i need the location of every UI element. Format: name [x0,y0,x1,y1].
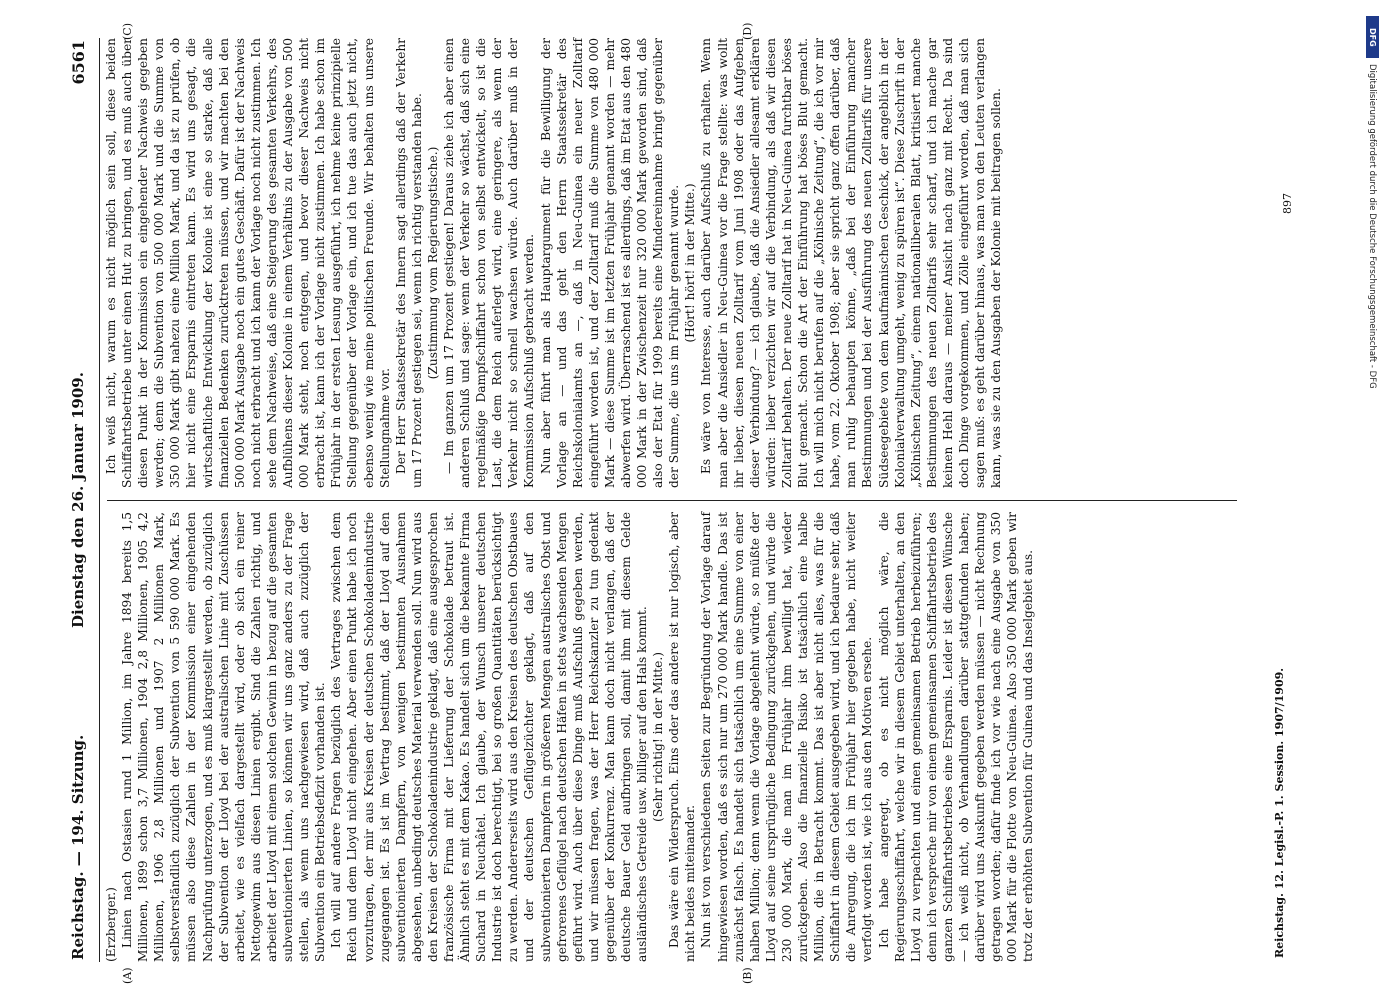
paragraph: Der Herr Staatssekretär des Innern sagt allerdings daß der Verkehr um 17 Prozent gestiegen sei, wenn ich richtig verstanden habe. [393,38,424,488]
paragraph: Es wäre von Interesse, auch darüber Aufschluß zu erhalten. Wenn man aber die Ansiedler in Neu-Guinea vor die Frage stellte: was wollt ihr lieber, diesen neuen Zolltarif vom Juni 1908 oder das Aufgeben dieser Verbindung? — ich glaube, daß die Ansiedler allesamt erklären würden: lieber verzichten wir auf die Verbindung, als daß wir diesen Zolltarif behalten. Der neue Zolltarif hat in Neu-Guinea furchtbar böses Blut gemacht. Schon die Art der Einführung hat böses Blut gemacht. Ich will mich nicht berufen auf die „Kölnische Zeitung“, die ich vor mir habe, vom 22. Oktober 1908; aber sie spricht ganz offen darüber, daß man ruhig behaupten könne, „daß bei der Einführung mancher Bestimmungen und bei der Ausführung des neuen Zolltarifs für unsere Südseegebiete von dem kaufmännischen Geschick, der angeblich in der Kolonialverwaltung umgeht, wenig zu spüren ist“. Diese Zuschrift in der „Kölnischen Zeitung“, einem nationalliberalen Blatt, kritisiert manche Bestimmungen des neuen Zolltarifs sehr scharf, und ich mache gar keinen Hehl daraus — meiner Ansicht nach ganz mit Recht. Da sind doch Dinge vorgekommen, und Zölle eingeführt worden, daß man sich sagen muß: es geht darüber hinaus, was man von den Leuten verlangen kann, was sie zu den Ausgaben der Kolonie mit beitragen sollen. [699,38,1004,488]
paragraph: Linien nach Ostasien rund 1 Million, im Jahre 1894 bereits 1,5 Millionen, 1899 schon 3,7 Millionen, 1904 2,8 Millionen, 1905 4,2 Millionen, 1906 2,8 Millionen und 1907 2 Millionen Mark, selbstverständlich zuzüglich der Subvention von 5 590 000 Mark. Es müssen also diese Zahlen in der Kommission einer eingehenden Nachprüfung unterzogen, und es muß klargestellt werden, ob zuzüglich der Subvention der Lloyd bei der australischen Linie mit Zuschüssen arbeitet, wie es vielfach dargestellt wird, oder ob sich ein reiner Nettogewinn aus diesen Linien ergibt. Sind die Zahlen richtig, und arbeitet der Lloyd mit einem solchen Gewinn in bezug auf die gesamten subventionierten Linien, so können wir uns ganz anders zu der Frage stellen, als wenn uns nachgewiesen wird, daß auch zuzüglich der Subvention ein Betriebsdefizit vorhanden ist. [120,512,328,962]
interjection: (Zustimmung vom Regierungstische.) [425,146,440,380]
header-page-number: 6561 [69,40,88,85]
paragraph: Nun aber führt man als Hauptargument für die Bewilligung der Vorlage an — und das geht den Herrn Staatssekretär des Reichskolonialamts an —, daß in Neu-Guinea ein neuer Zolltarif eingeführt worden ist, und der Zolltarif muß die Summe von 480 000 Mark — diese Summe ist im letzten Frühjahr genannt worden — mehr abwerfen wird. Überraschend ist es allerdings, daß im Etat aus den 480 000 Mark in der Zwischenzeit nur 320 000 Mark geworden sind, daß also der Etat für 1909 bereits eine Mindereinnahme bringt gegenüber der Summe, die uns im Frühjahr genannt wurde. [538,38,682,488]
paragraph: Nun ist von verschiedenen Seiten zur Begründung der Vorlage darauf hingewiesen worden, daß es sich nur um 270 000 Mark handle. Das ist zunächst falsch. Es handelt sich tatsächlich um eine Summe von einer halben Million; denn wenn die Vorlage abgelehnt würde, so müßte der Lloyd auf seine ursprüngliche Bedingung zurückgehen, und würde die 230 000 Mark, die man im Frühjahr ihm bewilligt hat, wieder zurückgeben. Also die finanzielle Risiko ist tatsächlich eine halbe Million, die in Betracht kommt. Das ist aber nicht alles, was für die Schiffahrt in diesem Gebiet ausgegeben wird, und ich bedaure sehr, daß die Anregung, die ich im Frühjahr hier gegeben habe, nicht weiter verfolgt worden ist, wie ich aus den Motiven ersehe. [699,512,875,962]
page-header [61,40,101,960]
dfg-logo: DFG [1366,16,1379,58]
margin-marker-c: (C) [121,23,134,40]
margin-marker-d: (D) [741,22,754,40]
paragraph: — Im ganzen um 17 Prozent gestiegen! Daraus ziehe ich aber einen anderen Schluß und sage: wenn der Verkehr so wächst, daß sich eine regelmäßige Dampfschiffahrt schon von selbst entwickelt, so ist die Last, die dem Reich auferlegt wird, eine geringere, als wenn der Verkehr nicht so schnell wachsen würde. Auch darüber muß in der Kommission Aufschluß gebracht werden. [441,38,537,488]
interjection: (Hört! hört! in der Mitte.) [683,183,698,343]
dfg-credit-text: Digitalisierung gefördert durch die Deutsche Forschungsgemeinschaft - DFG [1367,64,1377,389]
paragraph: Das wäre ein Widerspruch. Eins oder das andere ist nur logisch, aber nicht beides miteinander. [667,512,698,962]
paragraph: Ich weiß nicht, warum es nicht möglich sein soll, diese beiden Schiffahrtsbetriebe unter einen Hut zu bringen, und es muß auch über diesen Punkt in der Kommission ein eingehender Nachweis gegeben werden; denn die Subvention von 500 000 Mark und die Summe von 350 000 Mark gibt nahezu eine Million Mark, und da ist zu prüfen, ob hier nicht eine Ersparnis eintreten kann. Es wird uns gesagt, die wirtschaftliche Entwicklung der Kolonie ist eine so starke, daß alle finanziellen Bedenken zurücktreten müssen, und wir machten bei den 500 000 Mark Ausgabe noch ein gutes Geschäft. Dafür ist der Nachweis noch nicht erbracht und ich kann der Vorlage noch nicht zustimmen. Ich sehe dem Nachweise, daß eine Steigerung des gesamten Verkehrs, des Aufblühens dieser Kolonie in einem Verhältnis zu der Ausgabe von 500 000 Mark steht, noch entgegen, und bevor dieser Nachweis nicht erbracht ist, kann ich der Vorlage nicht zustimmen. Ich habe schon im Frühjahr in der ersten Lesung ausgeführt, ich nehme keine prinzipielle Stellung gegenüber der Vorlage ein, und ich tue das auch jetzt nicht, ebenso wenig wie meine politischen Freunde. Wir behalten uns unsere Stellungnahme vor. [104,38,392,488]
interjection: (Sehr richtig! in der Mitte.) [651,652,666,822]
dfg-credit [1365,8,1381,608]
margin-marker-a: (A) [121,967,134,984]
paragraph: Ich will auf andere Fragen bezüglich des Vertrages zwischen dem Reich und dem Lloyd nicht eingehen. Aber einen Punkt habe ich noch vorzutragen, der mir aus Kreisen der deutschen Schokoladenindustrie zugegangen ist. Es ist im Vertrag bestimmt, daß der Lloyd auf den subventionierten Dampfern, von wenigen bestimmten Ausnahmen abgesehen, unbedingt deutsches Material verwenden soll. Nun wird aus den Kreisen der Schokoladenindustrie geklagt, daß eine ausgesprochen französische Firma mit der Lieferung der Schokolade betraut ist. Ähnlich steht es mit dem Kakao. Es handelt sich um die bekannte Firma Suchard in Neuchâtel. Ich glaube, der Wunsch unserer deutschen Industrie ist doch berechtigt, bei so großen Quantitäten berücksichtigt zu werden. Andererseits wird aus den Kreisen des deutschen Obstbaues und der deutschen Geflügelzüchter geklagt, daß auf den subventionierten Dampfern in größeren Mengen australisches Obst und gefrorenes Geflügel nach deutschen Häfen in stets wachsenden Mengen geführt wird. Auch über diese Dinge muß Aufschluß gegeben werden, und wir müssen fragen, was der Herr Reichskanzler zu tun gedenkt gegenüber der Konkurrenz. Man kann doch nicht verlangen, daß der deutsche Bauer Geld aufbringen soll, damit ihm mit diesem Gelde ausländisches Getreide usw. billiger auf den Hals kommt. [329,512,650,962]
column-divider [107,500,1237,501]
speaker-name: (Erzberger.) [104,887,118,962]
left-text-column [103,512,1036,962]
footer-page-number: 897 [1281,193,1294,214]
header-rule [99,38,100,962]
header-date: Dienstag den 26. Januar 1909. [69,372,87,628]
right-text-column [103,38,1004,488]
margin-marker-b: (B) [741,967,754,984]
paragraph: Ich habe angeregt, ob es nicht möglich wäre, die Regierungsschiffahrt, welche wir in diesem Gebiet unterhalten, an den Lloyd zu verpachten und einen gemeinsamen Betrieb herbeizuführen; denn ich verspreche mir von einem gemeinsamen Schiffahrtsbetrieb des ganzen Schiffahrtsbetriebes eine Ersparnis. Leider ist diesen Wünsche — ich weiß nicht, ob Verhandlungen darüber stattgefunden haben; darüber wird uns Auskunft gegeben werden müssen — nicht Rechnung getragen worden; dafür finde ich vor wie nach eine Ausgabe von 350 000 Mark für die Flotte von Neu-Guinea. Also 350 000 Mark geben wir trotz der erhöhten Subvention für Guinea und das Inselgebiet aus. [876,512,1036,962]
header-left: Reichstag. — 194. Sitzung. [69,734,87,960]
page-footer: Reichstag. 12. Legisl.-P. 1. Session. 1907/1909. [1273,667,1286,958]
scanned-page [41,10,1341,990]
